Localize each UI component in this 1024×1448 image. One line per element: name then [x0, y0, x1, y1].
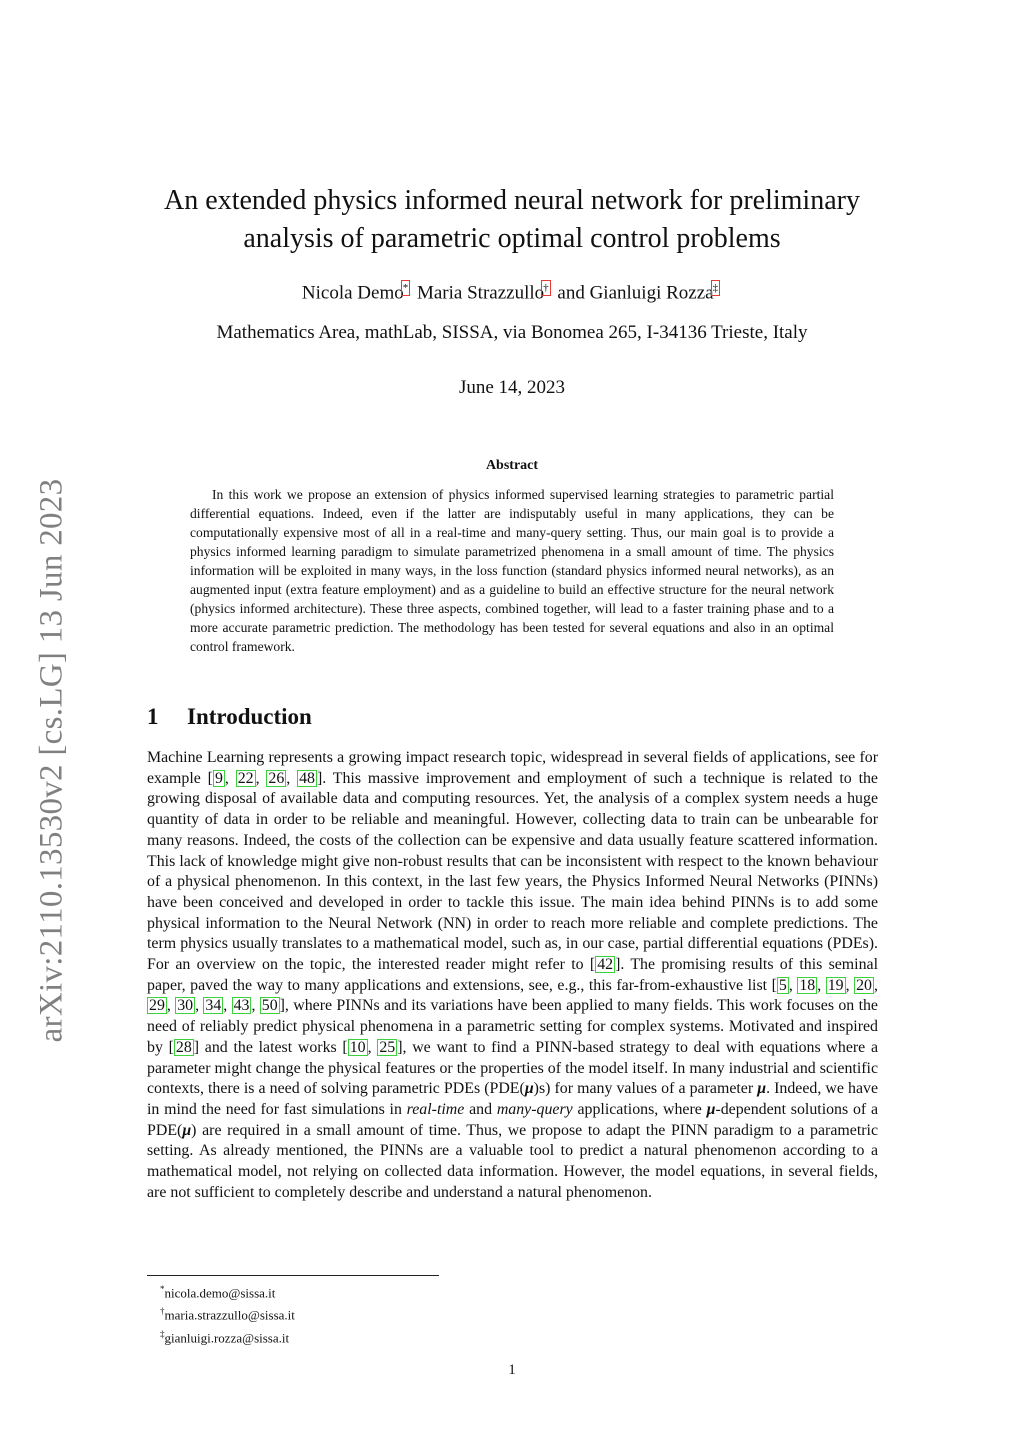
intro-text-run: )s) for many values of a parameter [533, 1080, 758, 1098]
intro-text-run: ] and the latest works [ [193, 1038, 348, 1056]
intro-text-run: ]. The promising results of this seminal paper, paved the way to many applications and extensions, see, e.g., this far-from-exhaustive list [ [147, 956, 878, 994]
author-conjunction: and [557, 282, 585, 304]
intro-text-run: -dependent solutions of a PDE( [147, 1100, 879, 1139]
intro-text-run: ], where PINNs and its variations have been applied to many fields. This work focuses on the need of reliably predict physical phenomena in a parametric setting for complex systems. Motivated and inspired by [ [147, 997, 878, 1056]
mu-symbol: μ [706, 1100, 716, 1118]
citation-link[interactable]: 26 [268, 769, 285, 787]
footnote-mark: † [160, 1306, 165, 1317]
footnote-link-2[interactable]: † [543, 282, 549, 294]
title-line-1: An extended physics informed neural network for preliminary [164, 185, 860, 216]
paper-title [110, 182, 914, 258]
footnote-1 [160, 1280, 295, 1302]
citation-link[interactable]: 43 [233, 997, 250, 1015]
mu-symbol: μ [757, 1080, 767, 1098]
citation-link[interactable]: 25 [379, 1038, 396, 1056]
citation-link[interactable]: 5 [778, 976, 787, 994]
footnotes [160, 1280, 295, 1347]
publication-date: June 14, 2023 [458, 377, 566, 398]
citation-link[interactable]: 30 [177, 997, 194, 1015]
section-title: Introduction [187, 704, 312, 729]
footnote-email: gianluigi.rozza@sissa.it [164, 1329, 290, 1345]
arxiv-stamp [20, 455, 84, 1065]
author-3: Gianluigi Rozza [589, 282, 714, 304]
intro-text-run: and [464, 1100, 497, 1118]
footnote-email: nicola.demo@sissa.it [164, 1285, 276, 1301]
footnote-2 [160, 1302, 295, 1324]
citation-link[interactable]: 34 [205, 997, 222, 1015]
title-line-2: analysis of parametric optimal control problems [243, 223, 781, 254]
footnote-mark: ‡ [160, 1328, 165, 1339]
emphasis-real-time: real-time [406, 1100, 465, 1118]
citation-link[interactable]: 28 [175, 1038, 192, 1056]
introduction-paragraph: Machine Learning represents a growing impact research topic, widespread in several fields of applications, see for example [ 9 , 22 , 26 , 48 ]. This massive improvement and employment of such a technique is related to the growing disposal of available data and computing resources. Yet, the analysis of a complex system needs a huge quantity of data in order to be reliable and meaningful. However, collecting data to train can be unbearable for many reasons. Indeed, the costs of the collection can be expensive and data usually feature scattered information. This lack of knowledge might give non-robust results that can be inconsistent with respect to the known behaviour of a physical phenomenon. In this context, in the last few years, the Physics Informed Neural Networks (PINNs) have been conceived and developed in order to tackle this issue. The main idea behind PINNs is to add some physical information to the Neural Network (NN) in order to reach more reliable and complete predictions. The term physics usually translates to a mathematical model, such as, in our case, partial differential equations (PDEs). For an overview on the topic, the interested reader might refer to [ 42 ]. The promising results of this seminal paper, paved the way to many applications and extensions, see, e.g., this far-from-exhaustive list [ 5 , 18 , 19 , 20 , 29 , 30 , 34 , 43 , 50 ], where PINNs and its variations have been applied to many fields. This work focuses on the need of reliably predict physical phenomena in a parametric setting for complex systems. Motivated and inspired by [ 28 ] and the latest works [ 10 , 25 ], we want to find a PINN-based strategy to deal with equations where a parameter might change the physical features or the properties of the model itself. In many industrial and scientific contexts, there is a need of solving parametric PDEs (PDE(μ)s) for many values of a parameter μ. Indeed, we have in mind the need for fast simulations in real-time and many-query applications, where μ-dependent solutions of a PDE(μ) are required in a small amount of time. Thus, we propose to adapt the PINN paradigm to a parametric setting. As already mentioned, the PINNs are a valuable tool to predict a natural phenomenon according to a mathematical model, not relying on collected data information. However, the model equations, in several fields, are not sufficient to completely describe and understand a natural phenomenon. [147, 749, 879, 1201]
intro-text-run: ], we want to find a PINN-based strategy to deal with equations where a parameter might change the physical features or the properties of the model itself. In many industrial and scientific contexts, there is a need of solving parametric PDEs (PDE( [147, 1038, 879, 1098]
abstract-text: In this work we propose an extension of physics informed supervised learning strategies to parametric partial differential equations. Indeed, even if the latter are indisputably useful in many applications, they can be computationally expensive most of all in a real-time and many-query setting. Thus, our main goal is to provide a physics informed learning paradigm to simulate parametrized phenomena in a small amount of time. The physics information will be exploited in many ways, in the loss function (standard physics informed neural networks), as an augmented input (extra feature employment) and as a guideline to build an effective structure for the neural network (physics informed architecture). These three aspects, combined together, will lead to a faster training phase and to a more accurate parametric prediction. The methodology has been tested for several equations and also in an optimal control framework. [190, 487, 834, 654]
footnote-mark: * [160, 1284, 165, 1294]
citation-link[interactable]: 18 [799, 976, 816, 994]
arxiv-identifier: arXiv:2110.13530v2 [cs.LG] 13 Jun 2023 [33, 478, 70, 1042]
mu-symbol: μ [182, 1121, 192, 1139]
intro-text-run: Machine Learning represents a growing impact research topic, widespread in several fields of applications, see for example [ [147, 749, 878, 787]
abstract-heading: Abstract [485, 458, 539, 473]
footnote-divider [147, 1275, 439, 1276]
citation-link[interactable]: 10 [349, 1038, 366, 1056]
footnote-link-1[interactable]: * [402, 282, 409, 294]
section-heading [147, 704, 312, 730]
footnote-3 [160, 1325, 295, 1347]
intro-text-run: ) are required in a small amount of time. Thus, we propose to adapt the PINN paradigm to a parametric setting. As already mentioned, the PINNs are a valuable tool to predict a natural phenomenon according to a mathematical model, not relying on collected data information. However, the model equations, in several fields, are not sufficient to completely describe and understand a natural phenomenon. [147, 1121, 878, 1201]
emphasis-many-query: many-query [496, 1100, 573, 1118]
author-list [110, 280, 914, 304]
section-number: 1 [147, 704, 159, 729]
citation-link[interactable]: 9 [214, 769, 223, 787]
footnote-email: maria.strazzullo@sissa.it [164, 1307, 295, 1323]
mu-symbol: μ [524, 1080, 534, 1098]
intro-text-run: ]. This massive improvement and employment of such a technique is related to the growing disposal of available data and computing resources. Yet, the analysis of a complex system needs a huge quantity of data in order to be reliable and meaningful. However, collecting data to train can be unbearable for many reasons. Indeed, the costs of the collection can be expensive and data usually feature scattered information. This lack of knowledge might give non-robust results that can be inconsistent with respect to the known behaviour of a physical phenomenon. In this context, in the last few years, the Physics Informed Neural Networks (PINNs) have been conceived and developed in order to tackle this issue. The main idea behind PINNs is to add some physical information to the Neural Network (NN) in order to reach more reliable and complete predictions. The term physics usually translates to a mathematical model, such as, in our case, partial differential equations (PDEs). For an overview on the topic, the interested reader might refer to [ [147, 769, 878, 974]
intro-text-run: . Indeed, we have in mind the need for fast simulations in [147, 1080, 879, 1118]
citation-link[interactable]: 42 [597, 956, 614, 974]
citation-link[interactable]: 48 [299, 769, 315, 787]
author-1: Nicola Demo [301, 282, 404, 304]
author-2: Maria Strazzullo [416, 282, 545, 304]
citation-link[interactable]: 50 [261, 997, 278, 1015]
citation-link[interactable]: 19 [827, 976, 844, 994]
affiliation: Mathematics Area, mathLab, SISSA, via Bonomea 265, I-34136 Trieste, Italy [216, 322, 808, 343]
intro-text-run: applications, where [572, 1100, 707, 1118]
citation-link[interactable]: 22 [237, 769, 254, 787]
footnote-link-3[interactable]: ‡ [712, 282, 719, 294]
citation-link[interactable]: 20 [856, 976, 872, 994]
citation-link[interactable]: 29 [149, 997, 165, 1015]
page-number: 1 [508, 1362, 516, 1378]
